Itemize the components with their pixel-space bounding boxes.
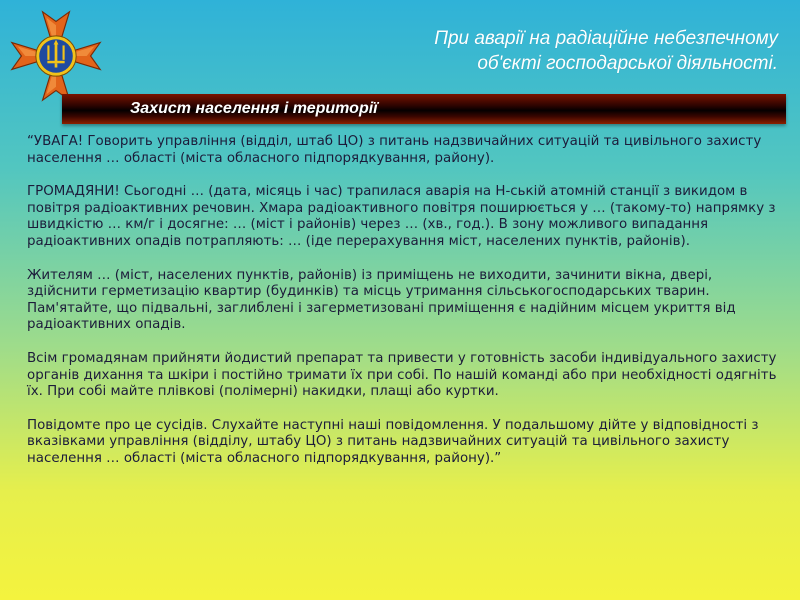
- paragraph-residents: Жителям … (міст, населених пунктів, районів) із приміщень не виходити, зачинити вікна, двері, здійснити герметизацію квартир (будинків) та місць утримання сільськогосподарських тварин. Пам'ятайте, що підвальні, заглиблені і загерметизовані приміщення є надійним місцем укриття від радіоактивних опадів.: [27, 267, 736, 333]
- announcement-text: [27, 134, 782, 485]
- civil-defense-emblem-icon: [8, 8, 104, 104]
- paragraph-citizens: ГРОМАДЯНИ! Сьогодні … (дата, місяць і час) трапилася аварія на Н-ській атомній станції з викидом в повітря радіоактивних речовин. Хмара радіоактивного повітря поширюється у … (такому-то) напрямку з швидкістю … км/г і досягне: … (міст і районів) через … (хв., год.). В зону можливого випадання радіоактивних опадів потрапляють: … (іде перерахування міст, населених пунктів, районів).: [27, 184, 776, 249]
- section-banner-label: Захист населення і території: [130, 100, 378, 117]
- paragraph-attention: “УВАГА! Говорить управління (відділ, штаб ЦО) з питань надзвичайних ситуацій та цивільного захисту населення … області (міста обласного підпорядкування, району).: [27, 134, 762, 166]
- paragraph-notify: Повідомте про це сусідів. Слухайте наступні наші повідомлення. У подальшому дійте у відповідності з вказівками управління (відділу, штабу ЦО) з питань надзвичайних ситуацій та цивільного захисту населення … області (міста обласного підпорядкування, району).”: [27, 417, 759, 466]
- slide-title-line-1: При аварії на радіаційне небезпечному: [434, 28, 778, 49]
- slide-title-line-2: об'єкті господарської діяльності.: [477, 53, 778, 74]
- paragraph-iodine: Всім громадянам прийняти йодистий препарат та привести у готовність засоби індивідуального захисту органів дихання та шкіри і постійно тримати їх при собі. По нашій команді або при необхідності одягніть їх. При собі майте плівкові (полімерні) накидки, плащі або куртки.: [27, 350, 777, 400]
- slide-title: [218, 26, 778, 76]
